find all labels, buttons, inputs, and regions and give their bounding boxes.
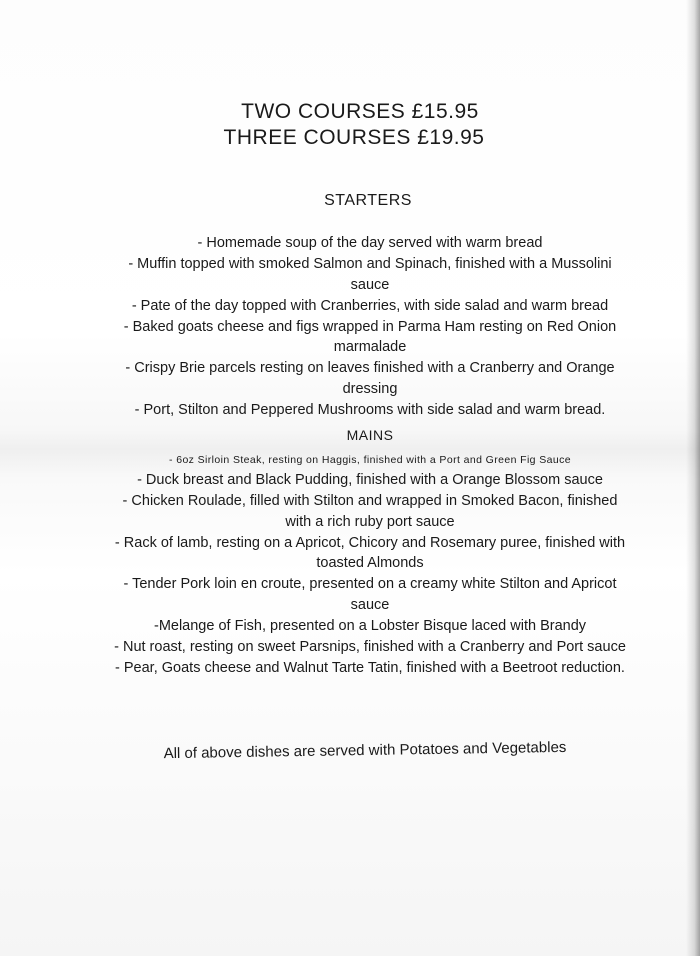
- mains-list: [0, 454, 700, 679]
- two-courses-price: TWO COURSES £15.95: [241, 100, 479, 123]
- three-courses-price: THREE COURSES £19.95: [223, 126, 485, 149]
- main-item: - Rack of lamb, resting on a Apricot, Chicory and Rosemary puree, finished with toasted Almonds: [114, 534, 626, 571]
- main-item: - 6oz Sirloin Steak, resting on Haggis, finished with a Port and Green Fig Sauce: [168, 454, 572, 466]
- starter-item: - Homemade soup of the day served with warm bread: [197, 235, 543, 251]
- starter-item: - Pate of the day topped with Cranberries, with side salad and warm bread: [131, 297, 609, 314]
- main-item: - Duck breast and Black Pudding, finished with a Orange Blossom sauce: [137, 472, 603, 488]
- main-item: - Tender Pork loin en croute, presented on a creamy white Stilton and Apricot sauce: [123, 576, 617, 613]
- main-item: - Nut roast, resting on sweet Parsnips, finished with a Cranberry and Port sauce: [114, 638, 626, 655]
- main-item: - Chicken Roulade, filled with Stilton and wrapped in Smoked Bacon, finished with a rich ruby port sauce: [122, 493, 618, 530]
- main-item: -Melange of Fish, presented on a Lobster Bisque laced with Brandy: [153, 617, 587, 634]
- starter-item: - Muffin topped with smoked Salmon and Spinach, finished with a Mussolini sauce: [128, 256, 612, 293]
- starters-list: [0, 233, 700, 421]
- main-item: - Pear, Goats cheese and Walnut Tarte Tatin, finished with a Beetroot reduction.: [115, 659, 625, 676]
- starter-item: - Baked goats cheese and figs wrapped in Parma Ham resting on Red Onion marmalade: [123, 318, 617, 355]
- starter-item: - Port, Stilton and Peppered Mushrooms with side salad and warm bread.: [134, 401, 606, 418]
- starter-item: - Crispy Brie parcels resting on leaves finished with a Cranberry and Orange dressing: [125, 360, 615, 397]
- starters-heading: STARTERS: [324, 192, 412, 209]
- mains-heading: MAINS: [346, 427, 394, 443]
- menu-footnote: All of above dishes are served with Potatoes and Vegetables: [163, 738, 567, 763]
